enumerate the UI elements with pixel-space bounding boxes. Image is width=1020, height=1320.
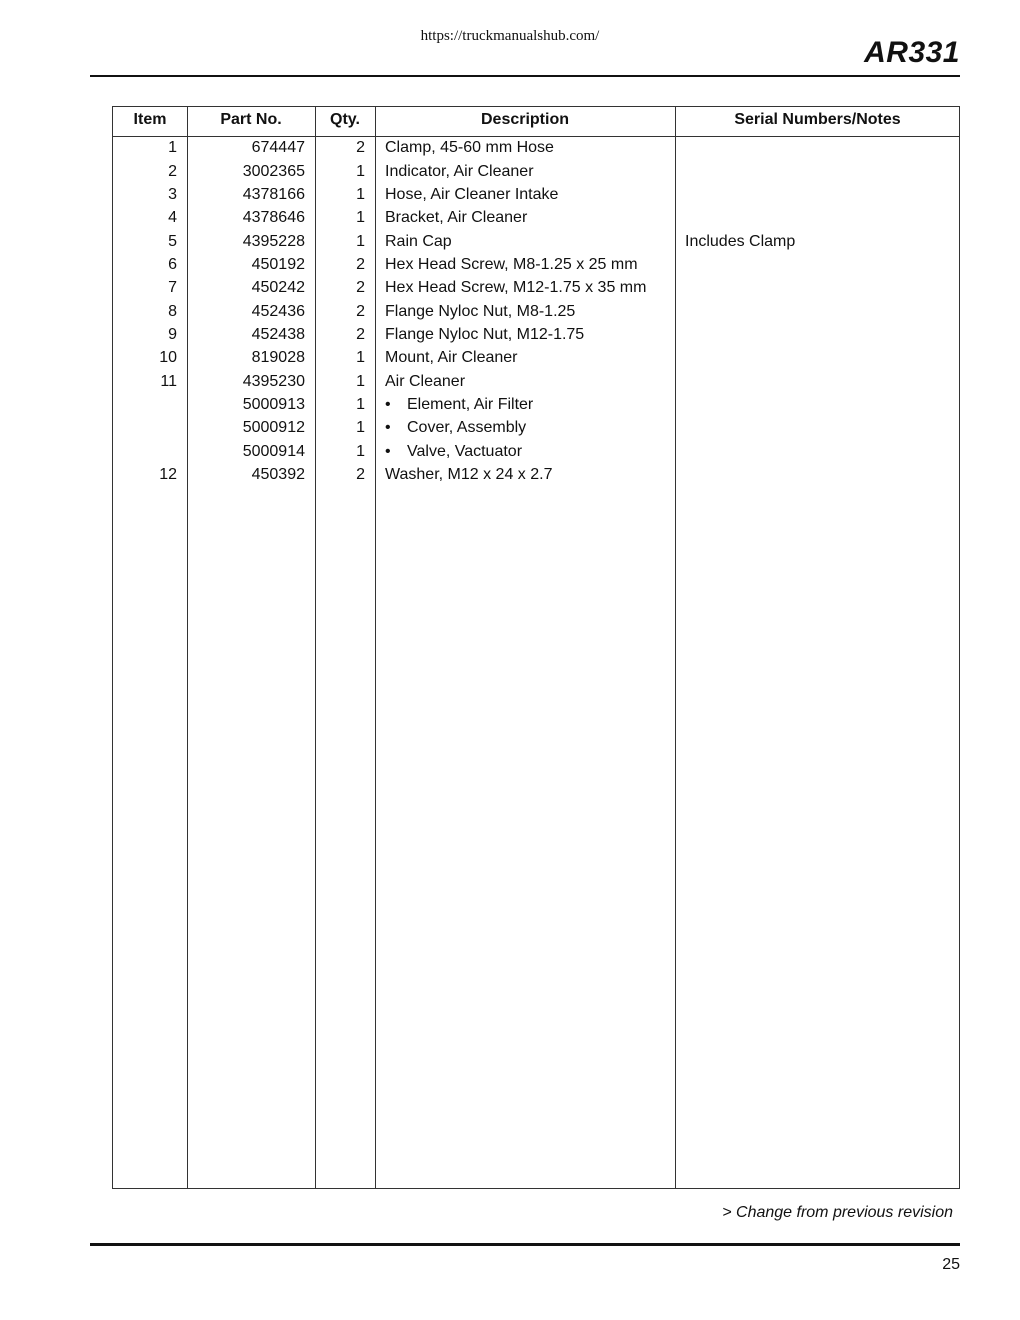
quantity-cell: 2 bbox=[356, 326, 365, 343]
footer-rule bbox=[90, 1243, 960, 1246]
part-number-cell: 450392 bbox=[251, 466, 305, 483]
part-number-cell: 4378166 bbox=[242, 186, 305, 203]
sub-item-bullet: • bbox=[385, 396, 391, 413]
source-url: https://truckmanualshub.com/ bbox=[420, 28, 600, 44]
description-text: Cover, Assembly bbox=[407, 419, 527, 436]
column-header-item: Item bbox=[133, 111, 167, 128]
table-row bbox=[113, 371, 959, 394]
sub-item-bullet: • bbox=[385, 443, 391, 460]
description-text: Element, Air Filter bbox=[407, 396, 534, 413]
item-cell: 12 bbox=[159, 466, 177, 483]
item-cell: 8 bbox=[168, 303, 177, 320]
quantity-cell: 1 bbox=[356, 443, 365, 460]
table-row bbox=[113, 324, 959, 347]
quantity-cell: 1 bbox=[356, 209, 365, 226]
quantity-cell: 1 bbox=[356, 396, 365, 413]
column-header-description: Description bbox=[480, 111, 569, 128]
item-cell: 10 bbox=[159, 349, 177, 366]
table-row bbox=[113, 464, 959, 487]
table-row bbox=[113, 394, 959, 417]
table-row bbox=[113, 184, 959, 207]
document-code: AR331 bbox=[864, 36, 960, 69]
part-number-cell: 5000914 bbox=[242, 443, 305, 460]
description-text: Hose, Air Cleaner Intake bbox=[385, 186, 559, 203]
revision-note: > Change from previous revision bbox=[722, 1204, 953, 1221]
column-header-notes: Serial Numbers/Notes bbox=[734, 111, 901, 128]
quantity-cell: 1 bbox=[356, 349, 365, 366]
description-cell bbox=[385, 441, 675, 463]
description-cell bbox=[385, 301, 675, 323]
quantity-cell: 1 bbox=[356, 373, 365, 390]
part-number-cell: 674447 bbox=[251, 139, 305, 156]
table-row bbox=[113, 277, 959, 300]
part-number-cell: 3002365 bbox=[242, 163, 305, 180]
table-row bbox=[113, 161, 959, 184]
table-row bbox=[113, 207, 959, 230]
description-text: Hex Head Screw, M12-1.75 x 35 mm bbox=[385, 279, 647, 296]
description-cell bbox=[385, 324, 675, 346]
description-cell bbox=[385, 184, 675, 206]
quantity-cell: 2 bbox=[356, 139, 365, 156]
item-cell: 9 bbox=[168, 326, 177, 343]
description-text: Valve, Vactuator bbox=[407, 443, 523, 460]
description-cell bbox=[385, 231, 675, 253]
part-number-cell: 452436 bbox=[251, 303, 305, 320]
notes-cell: Includes Clamp bbox=[685, 233, 796, 250]
item-cell: 3 bbox=[168, 186, 177, 203]
description-text: Rain Cap bbox=[385, 233, 452, 250]
page-number: 25 bbox=[942, 1256, 960, 1273]
part-number-cell: 4395230 bbox=[242, 373, 305, 390]
description-text: Mount, Air Cleaner bbox=[385, 349, 518, 366]
item-cell: 1 bbox=[168, 139, 177, 156]
quantity-cell: 2 bbox=[356, 279, 365, 296]
description-cell bbox=[385, 394, 675, 416]
parts-table bbox=[112, 106, 960, 1189]
quantity-cell: 2 bbox=[356, 303, 365, 320]
table-row bbox=[113, 301, 959, 324]
description-text: Bracket, Air Cleaner bbox=[385, 209, 528, 226]
description-text: Air Cleaner bbox=[385, 373, 466, 390]
table-row bbox=[113, 231, 959, 254]
table-row bbox=[113, 137, 959, 160]
header-rule bbox=[90, 75, 960, 77]
item-cell: 5 bbox=[168, 233, 177, 250]
description-cell bbox=[385, 347, 675, 369]
part-number-cell: 819028 bbox=[251, 349, 305, 366]
quantity-cell: 1 bbox=[356, 163, 365, 180]
part-number-cell: 5000912 bbox=[242, 419, 305, 436]
quantity-cell: 1 bbox=[356, 419, 365, 436]
table-row bbox=[113, 254, 959, 277]
table-row bbox=[113, 347, 959, 370]
part-number-cell: 452438 bbox=[251, 326, 305, 343]
column-header-qty: Qty. bbox=[330, 111, 360, 128]
description-cell bbox=[385, 371, 675, 393]
quantity-cell: 1 bbox=[356, 233, 365, 250]
table-row bbox=[113, 441, 959, 464]
description-text: Washer, M12 x 24 x 2.7 bbox=[385, 466, 553, 483]
description-cell bbox=[385, 464, 675, 486]
part-number-cell: 4395228 bbox=[242, 233, 305, 250]
table-row bbox=[113, 417, 959, 440]
column-header-part-no: Part No. bbox=[220, 111, 282, 128]
item-cell: 2 bbox=[168, 163, 177, 180]
description-cell bbox=[385, 277, 675, 299]
description-cell bbox=[385, 207, 675, 229]
description-cell bbox=[385, 161, 675, 183]
description-text: Flange Nyloc Nut, M8-1.25 bbox=[385, 303, 576, 320]
part-number-cell: 4378646 bbox=[242, 209, 305, 226]
part-number-cell: 450242 bbox=[251, 279, 305, 296]
description-cell bbox=[385, 417, 675, 439]
quantity-cell: 2 bbox=[356, 256, 365, 273]
item-cell: 6 bbox=[168, 256, 177, 273]
description-text: Hex Head Screw, M8-1.25 x 25 mm bbox=[385, 256, 638, 273]
part-number-cell: 5000913 bbox=[242, 396, 305, 413]
part-number-cell: 450192 bbox=[251, 256, 305, 273]
description-text: Flange Nyloc Nut, M12-1.75 bbox=[385, 326, 585, 343]
item-cell: 7 bbox=[168, 279, 177, 296]
quantity-cell: 1 bbox=[356, 186, 365, 203]
description-cell bbox=[385, 137, 675, 159]
sub-item-bullet: • bbox=[385, 419, 391, 436]
item-cell: 11 bbox=[160, 373, 177, 390]
description-text: Clamp, 45-60 mm Hose bbox=[385, 139, 554, 156]
description-cell bbox=[385, 254, 675, 276]
quantity-cell: 2 bbox=[356, 466, 365, 483]
description-text: Indicator, Air Cleaner bbox=[385, 163, 534, 180]
item-cell: 4 bbox=[168, 209, 177, 226]
